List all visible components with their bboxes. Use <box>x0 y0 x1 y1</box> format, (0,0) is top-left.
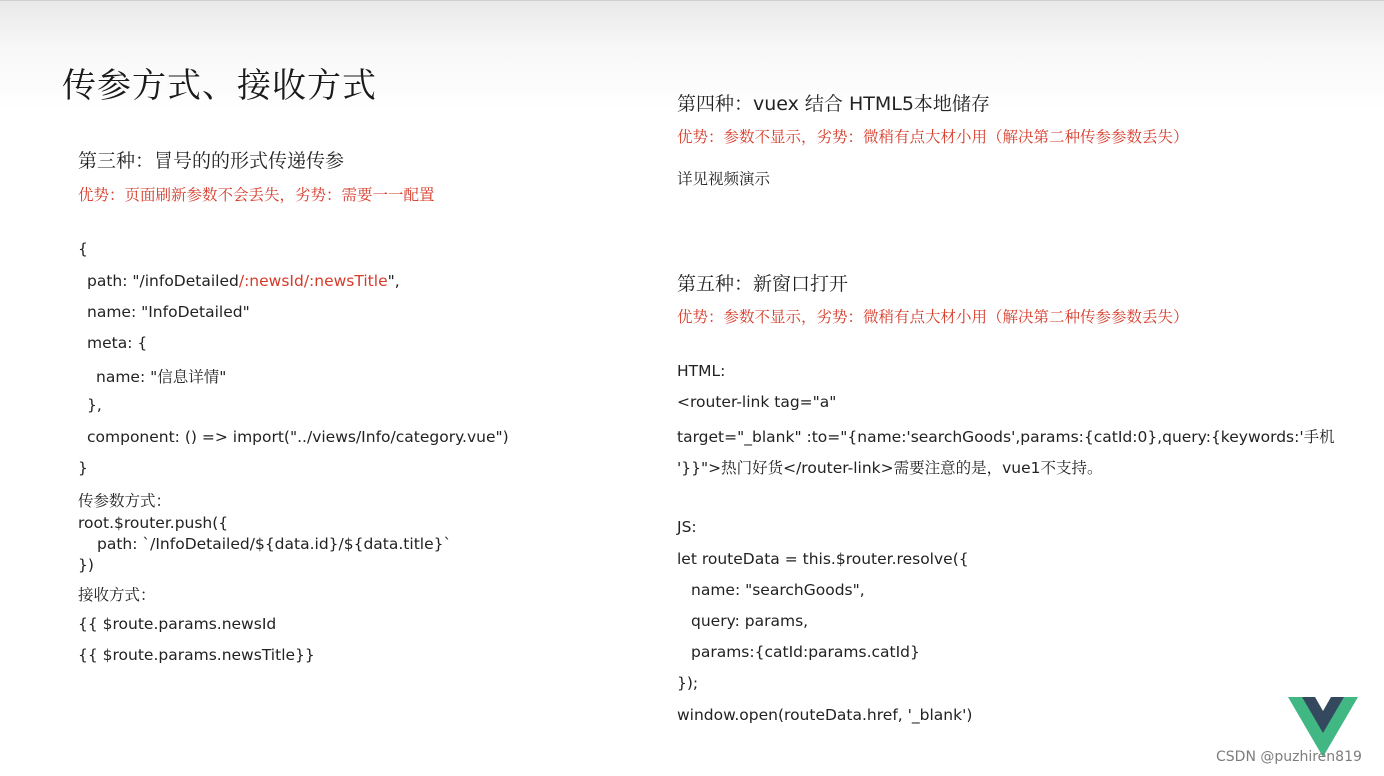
route-path-suffix: ", <box>387 272 400 290</box>
route-meta-close: }, <box>87 396 102 414</box>
route-meta-open: meta: { <box>87 334 148 352</box>
csdn-watermark: CSDN @puzhiren819 <box>1216 749 1362 765</box>
receive-news-title: {{ $route.params.newsTitle}} <box>78 646 315 664</box>
js-line-3: query: params, <box>691 612 809 630</box>
method-four-heading: 第四种：vuex 结合 HTML5本地储存 <box>677 93 990 115</box>
html-label: HTML: <box>677 362 726 380</box>
method-five-heading: 第五种：新窗口打开 <box>677 273 849 295</box>
html-line-1: <router-link tag="a" <box>677 393 837 411</box>
receive-label: 接收方式： <box>78 586 156 604</box>
method-three-pros-cons: 优势：页面刷新参数不会丢失，劣势：需要一一配置 <box>78 186 435 204</box>
method-four-note: 详见视频演示 <box>677 170 771 188</box>
method-five-pros-cons: 优势：参数不显示，劣势：微稍有点大材小用（解决第二种传参参数丢失） <box>677 308 1189 326</box>
method-three-heading: 第三种：冒号的的形式传递传参 <box>78 150 345 172</box>
route-component-line: component: () => import("../views/Info/category.vue") <box>87 428 509 446</box>
js-line-4: params:{catId:params.catId} <box>691 643 920 661</box>
js-line-6: window.open(routeData.href, '_blank') <box>677 706 973 724</box>
html-line-2: target="_blank" :to="{name:'searchGoods',params:{catId:0},query:{keywords:'手机 <box>677 428 1335 446</box>
router-push-path: path: `/InfoDetailed/${data.id}/${data.title}` <box>97 535 452 553</box>
vue-logo-icon <box>1288 697 1358 757</box>
method-four-pros-cons: 优势：参数不显示，劣势：微稍有点大材小用（解决第二种传参参数丢失） <box>677 128 1189 146</box>
route-name-line: name: "InfoDetailed" <box>87 303 250 321</box>
route-meta-name: name: "信息详情" <box>96 368 227 386</box>
route-close-brace: } <box>78 459 88 477</box>
router-push-close: }) <box>78 556 94 574</box>
route-path-prefix: path: "/infoDetailed <box>87 272 239 290</box>
js-label: JS: <box>677 518 697 536</box>
html-line-3: '}}">热门好货</router-link>需要注意的是，vue1不支持。 <box>677 459 1103 477</box>
router-push-open: root.$router.push({ <box>78 514 229 532</box>
route-open-brace: { <box>78 240 88 258</box>
slide-title: 传参方式、接收方式 <box>62 66 377 106</box>
route-path-params: /:newsId/:newsTitle <box>238 272 388 290</box>
js-line-1: let routeData = this.$router.resolve({ <box>677 550 969 568</box>
route-path-line <box>87 272 400 290</box>
js-line-2: name: "searchGoods", <box>691 581 865 599</box>
receive-news-id: {{ $route.params.newsId <box>78 615 277 633</box>
pass-params-label: 传参数方式： <box>78 492 172 510</box>
js-line-5: }); <box>677 674 699 692</box>
